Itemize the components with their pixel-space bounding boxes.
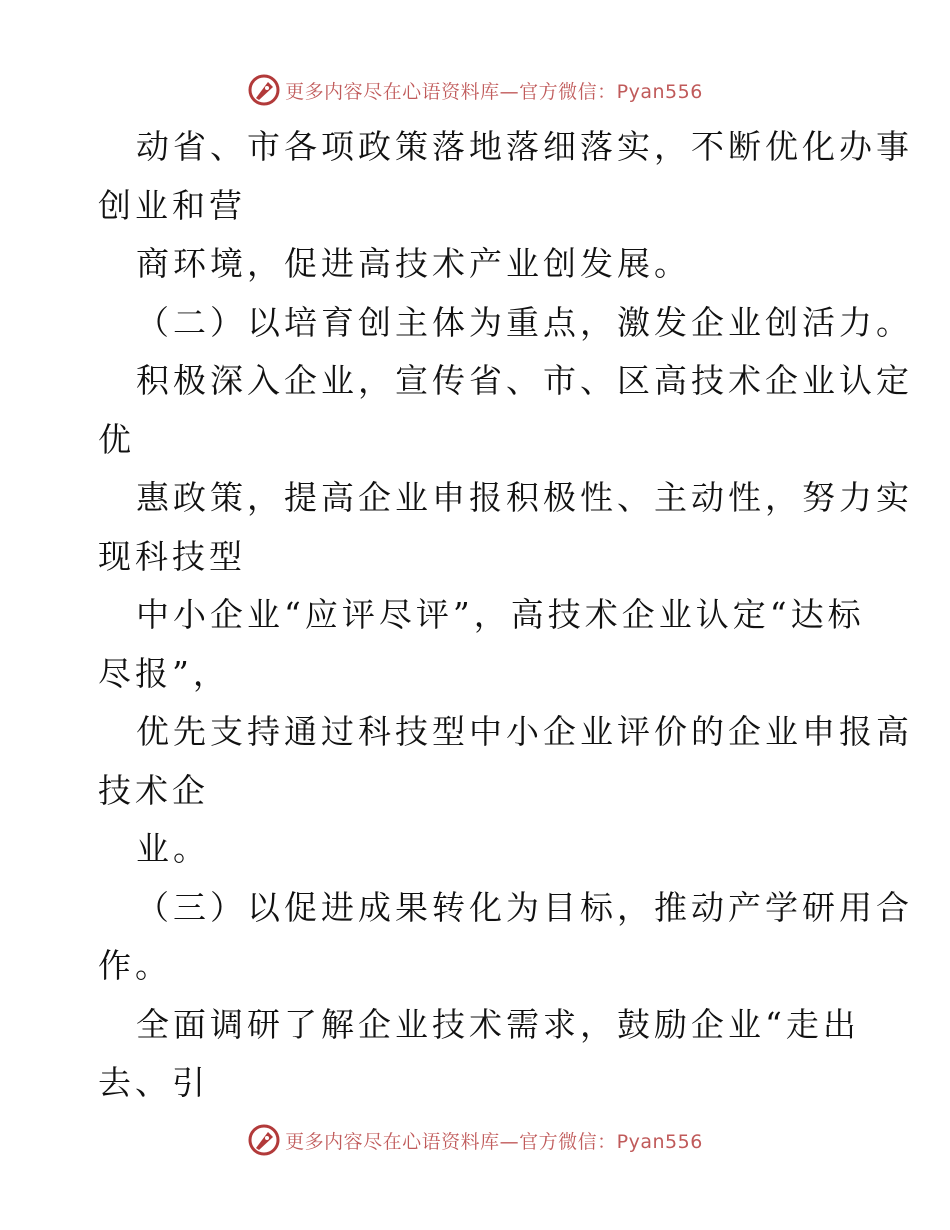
text-line: 优 bbox=[98, 419, 135, 459]
text-line: 中小企业“应评尽评”，高技术企业认定“达标 bbox=[136, 595, 865, 634]
text-line: 去、引 bbox=[98, 1063, 209, 1102]
text-line: 技术企 bbox=[98, 770, 209, 810]
text-line: （二）以培育创主体为重点，激发企业创活力。 bbox=[136, 302, 913, 342]
text-line: 现科技型 bbox=[98, 536, 246, 576]
text-line: （三）以促进成果转化为目标，推动产学研用合 bbox=[136, 887, 913, 927]
text-line: 商环境，促进高技术产业创发展。 bbox=[136, 244, 691, 283]
pen-nib-icon bbox=[247, 73, 281, 107]
text-line: 惠政策，提高企业申报积极性、主动性，努力实 bbox=[136, 478, 913, 517]
text-line: 动省、市各项政策落地落细落实，不断优化办事 bbox=[136, 127, 913, 166]
text-line: 全面调研了解企业技术需求，鼓励企业“走出 bbox=[136, 1004, 860, 1044]
footer-watermark bbox=[0, 1120, 950, 1160]
text-line: 优先支持通过科技型中小企业评价的企业申报高 bbox=[136, 712, 913, 751]
text-line: 积极深入企业，宣传省、市、区高技术企业认定 bbox=[136, 361, 913, 400]
watermark-text: 更多内容尽在心语资料库—官方微信：Pyan556 bbox=[285, 80, 703, 103]
text-line: 业。 bbox=[136, 829, 210, 868]
watermark-text: 更多内容尽在心语资料库—官方微信：Pyan556 bbox=[285, 1130, 703, 1153]
text-line: 作。 bbox=[98, 946, 172, 985]
header-watermark bbox=[0, 70, 950, 110]
text-line: 尽报”， bbox=[98, 653, 230, 693]
pen-nib-icon bbox=[247, 1123, 281, 1157]
text-line: 创业和营 bbox=[98, 185, 246, 225]
document-body bbox=[98, 118, 913, 1113]
